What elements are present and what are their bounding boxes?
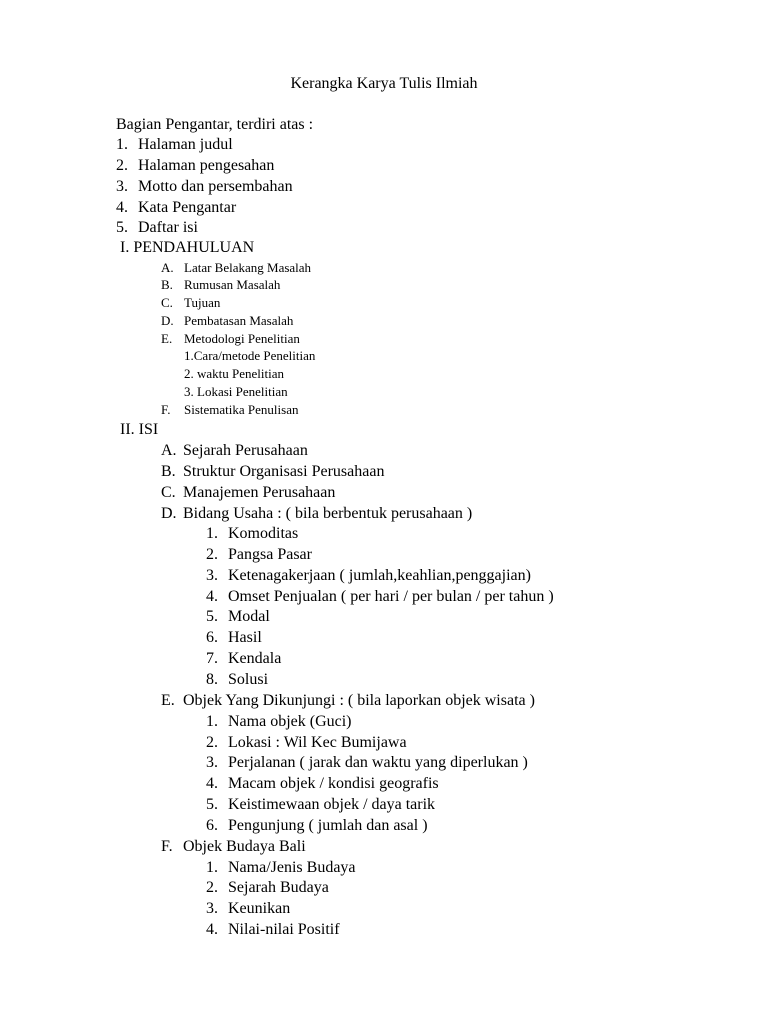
list-marker: 5.: [206, 608, 218, 625]
list-item-text: Pembatasan Masalah: [184, 313, 294, 328]
list-item-text: Pengunjung ( jumlah dan asal ): [228, 817, 428, 834]
list-marker: 2.: [206, 879, 218, 896]
list-marker: A.: [161, 442, 177, 459]
list-item-text: Halaman pengesahan: [138, 157, 275, 174]
section-item: [161, 461, 384, 482]
subsection-item: [206, 877, 329, 898]
subsection-item: [206, 586, 554, 607]
list-marker: 5.: [206, 796, 218, 813]
subsection-item: [206, 773, 439, 794]
intro-line: Bagian Pengantar, terdiri atas :: [116, 116, 314, 133]
list-marker: 1.: [206, 859, 218, 876]
subsection-item: [206, 752, 528, 773]
list-marker: E.: [161, 331, 173, 346]
document-title: Kerangka Karya Tulis Ilmiah: [290, 75, 478, 92]
list-marker: 4.: [116, 199, 128, 216]
list-item-text: Sistematika Penulisan: [184, 402, 299, 417]
list-item-text: Perjalanan ( jarak dan waktu yang diperlukan ): [228, 754, 528, 771]
preface-item: [116, 217, 198, 238]
subsection-item: [206, 898, 290, 919]
list-marker: C.: [161, 295, 173, 310]
list-marker: 4.: [206, 588, 218, 605]
method-subitem: 3. Lokasi Penelitian: [184, 384, 288, 399]
list-item-text: Kendala: [228, 650, 282, 667]
chapter1-item: [161, 401, 298, 419]
list-item-text: Motto dan persembahan: [138, 178, 293, 195]
list-marker: 3.: [116, 178, 128, 195]
list-item-text: Macam objek / kondisi geografis: [228, 775, 439, 792]
list-marker: 8.: [206, 671, 218, 688]
list-marker: A.: [161, 260, 174, 275]
section-item: [161, 482, 335, 503]
subsection-item: [206, 732, 407, 753]
section-title: Sejarah Perusahaan: [183, 442, 308, 459]
chapter1-item: [161, 330, 300, 348]
list-item-text: Kata Pengantar: [138, 199, 237, 216]
subsection-item: [206, 711, 352, 732]
section-item: [161, 503, 472, 524]
list-item-text: Keistimewaan objek / daya tarik: [228, 796, 436, 813]
list-marker: C.: [161, 484, 176, 501]
subsection-item: [206, 857, 356, 878]
method-subitem: 2. waktu Penelitian: [184, 366, 285, 381]
list-marker: F.: [161, 402, 171, 417]
section-title: Bidang Usaha : ( bila berbentuk perusahaan ): [183, 505, 473, 522]
list-marker: 3.: [206, 754, 218, 771]
preface-item: [116, 155, 274, 176]
chapter1-item: [161, 294, 220, 312]
chapter-heading: II. ISI: [120, 421, 159, 438]
list-marker: 6.: [206, 817, 218, 834]
chapter1-item: [161, 312, 293, 330]
list-marker: 6.: [206, 629, 218, 646]
list-item-text: Halaman judul: [138, 136, 233, 153]
list-marker: B.: [161, 277, 173, 292]
list-item-text: Nama objek (Guci): [228, 713, 352, 730]
list-item-text: Nilai-nilai Positif: [228, 921, 340, 938]
subsection-item: [206, 565, 531, 586]
list-item-text: Hasil: [228, 629, 262, 646]
subsection-item: [206, 523, 298, 544]
chapter-heading: I. PENDAHULUAN: [120, 239, 255, 256]
section-title: Struktur Organisasi Perusahaan: [183, 463, 385, 480]
preface-item: [116, 176, 293, 197]
list-marker: 3.: [206, 900, 218, 917]
list-item-text: Keunikan: [228, 900, 291, 917]
list-marker: D.: [161, 505, 177, 522]
preface-item: [116, 134, 233, 155]
list-item-text: Komoditas: [228, 525, 299, 542]
list-marker: 2.: [206, 734, 218, 751]
list-marker: F.: [161, 838, 173, 855]
section-item: [161, 440, 308, 461]
method-subitem: 1.Cara/metode Penelitian: [184, 348, 316, 363]
list-item-text: Ketenagakerjaan ( jumlah,keahlian,penggajian): [228, 567, 531, 584]
list-marker: 4.: [206, 775, 218, 792]
list-item-text: Metodologi Penelitian: [184, 331, 300, 346]
list-item-text: Daftar isi: [138, 219, 198, 236]
list-marker: 1.: [206, 525, 218, 542]
chapter1-item: [161, 259, 311, 277]
subsection-item: [206, 648, 281, 669]
subsection-item: [206, 794, 435, 815]
list-marker: 4.: [206, 921, 218, 938]
list-marker: 3.: [206, 567, 218, 584]
section-title: Objek Budaya Bali: [183, 838, 306, 855]
chapter1-item: [161, 276, 280, 294]
list-marker: 2.: [116, 157, 128, 174]
list-marker: 7.: [206, 650, 218, 667]
list-marker: 1.: [116, 136, 128, 153]
list-marker: E.: [161, 692, 175, 709]
subsection-item: [206, 544, 312, 565]
list-item-text: Tujuan: [184, 295, 221, 310]
section-title: Manajemen Perusahaan: [183, 484, 336, 501]
list-item-text: Omset Penjualan ( per hari / per bulan / per tahun ): [228, 588, 554, 605]
section-item: [161, 690, 535, 711]
section-title: Objek Yang Dikunjungi : ( bila laporkan objek wisata ): [183, 692, 535, 709]
subsection-item: [206, 919, 340, 940]
list-marker: 2.: [206, 546, 218, 563]
list-item-text: Rumusan Masalah: [184, 277, 281, 292]
subsection-item: [206, 606, 270, 627]
list-item-text: Nama/Jenis Budaya: [228, 859, 356, 876]
list-item-text: Sejarah Budaya: [228, 879, 329, 896]
subsection-item: [206, 627, 262, 648]
list-item-text: Lokasi : Wil Kec Bumijawa: [228, 734, 407, 751]
list-item-text: Modal: [228, 608, 270, 625]
list-marker: 5.: [116, 219, 128, 236]
list-marker: B.: [161, 463, 176, 480]
list-item-text: Latar Belakang Masalah: [184, 260, 312, 275]
list-marker: 1.: [206, 713, 218, 730]
subsection-item: [206, 815, 428, 836]
preface-item: [116, 197, 236, 218]
list-marker: D.: [161, 313, 174, 328]
list-item-text: Pangsa Pasar: [228, 546, 312, 563]
list-item-text: Solusi: [228, 671, 269, 688]
section-item: [161, 836, 306, 857]
subsection-item: [206, 669, 268, 690]
